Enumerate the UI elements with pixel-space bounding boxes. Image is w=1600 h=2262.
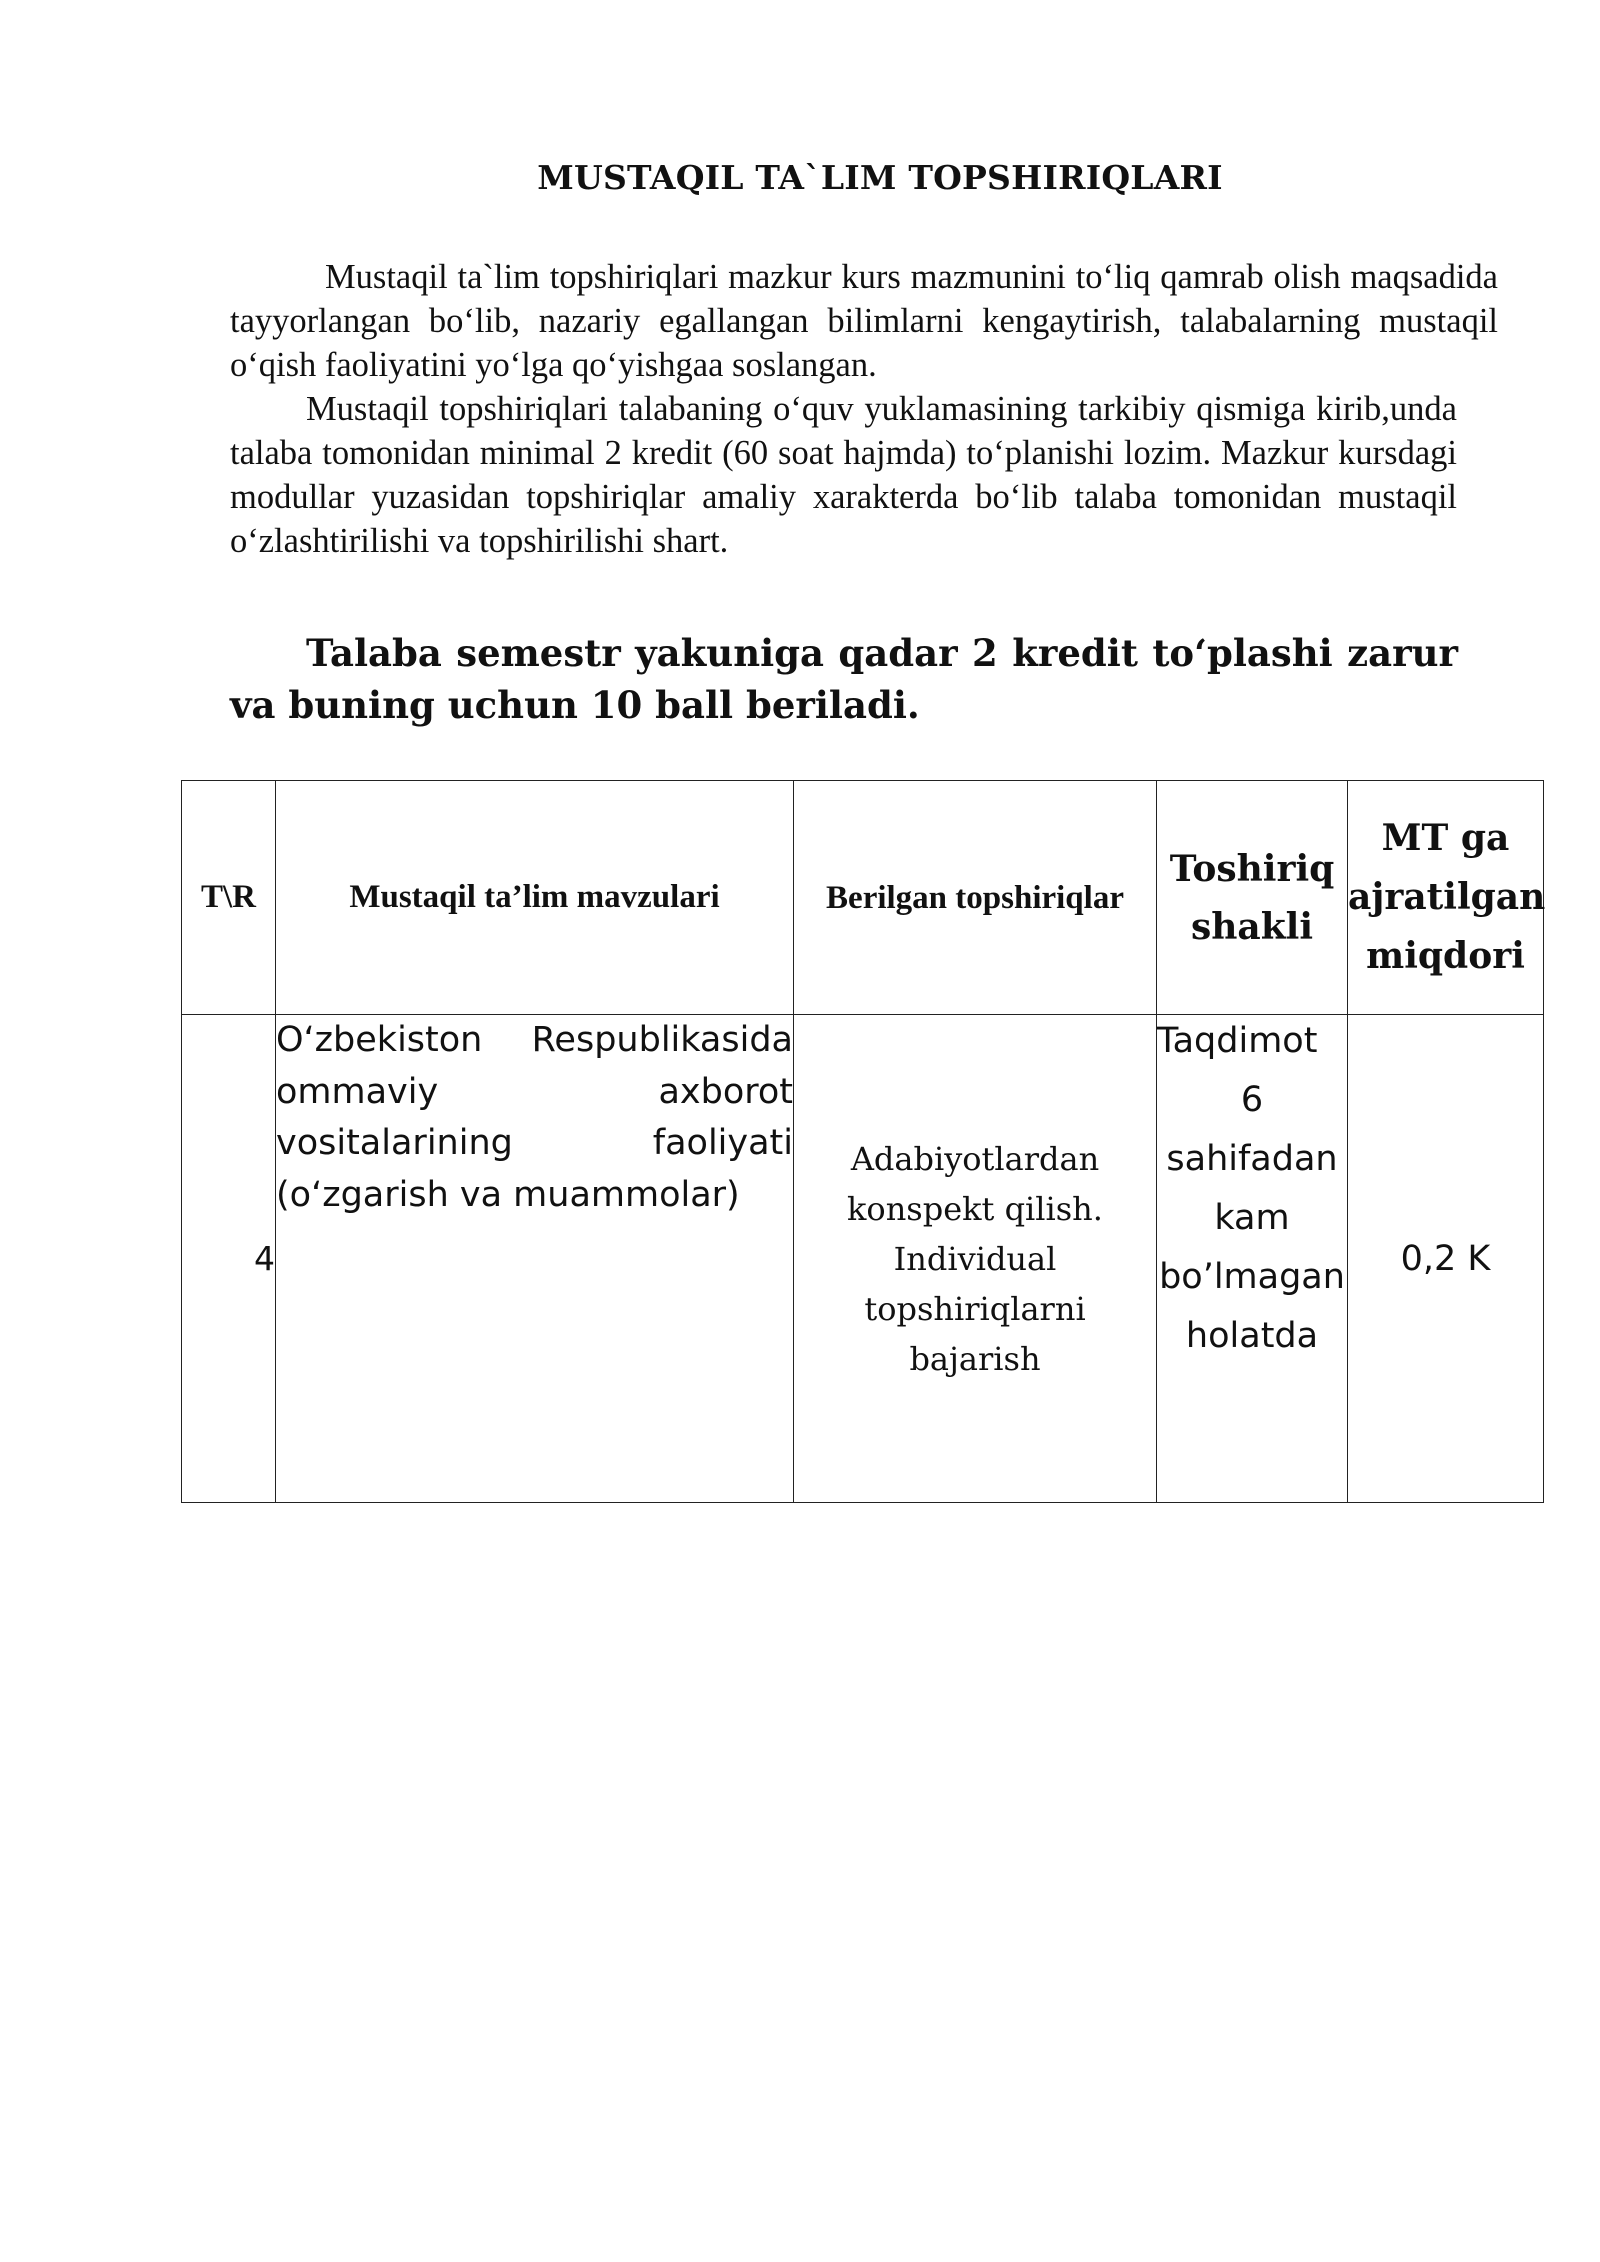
credit-requirement-note: Talaba semestr yakuniga qadar 2 kredit to‘plashi zarur va buning uchun 10 ball beriladi. [230, 631, 1458, 727]
intro-paragraph-1: Mustaqil ta`lim topshiriqlari mazkur kurs mazmunini to‘liq qamrab olish maqsadida tayyorlangan bo‘lib, nazariy egallangan bilimlarni kengaytirish, talabalarning mustaqil o‘qish faoliyatini yo‘lga qo‘yishgaa soslangan. [230, 258, 1498, 384]
cell-topic: O‘zbekiston Respublikasida ommaviy axborot vositalarining faoliyati (o‘zgarish va muammolar) [276, 1015, 794, 1503]
header-submission-form: Toshiriq shakli [1157, 781, 1348, 1015]
intro-paragraph-2: Mustaqil topshiriqlari talabaning o‘quv yuklamasining tarkibiy qismiga kirib,unda talaba tomonidan minimal 2 kredit (60 soat hajmda) to‘planishi lozim. Mazkur kursdagi modullar yuzasidan topshiriqlar amaliy xarakterda bo‘lib talaba tomonidan mustaqil o‘zlashtirilishi va topshirilishi shart. [230, 390, 1457, 560]
cell-submission-form [1157, 1015, 1348, 1503]
header-topic: Mustaqil ta’lim mavzulari [276, 781, 794, 1015]
header-given-tasks: Berilgan topshiriqlar [794, 781, 1157, 1015]
header-allocated-amount: MT ga ajratilgan miqdori [1348, 781, 1544, 1015]
header-number: T\R [182, 781, 276, 1015]
cell-given-tasks: Adabiyotlardan konspekt qilish. Individual topshiriqlarni bajarish [794, 1015, 1157, 1503]
independent-study-table [181, 780, 1544, 1503]
cell-number: 4 [182, 1015, 276, 1503]
table-header-row [182, 781, 1544, 1015]
submission-form-detail: 6 sahifadan kam bo’lmagan holatda [1159, 1080, 1345, 1356]
intro-section [230, 255, 1498, 563]
cell-allocated-amount: 0,2 K [1348, 1015, 1544, 1503]
table-row [182, 1015, 1544, 1503]
document-title: MUSTAQIL TA`LIM TOPSHIRIQLARI [537, 158, 1223, 197]
submission-form-word: Taqdimot [1157, 1021, 1318, 1061]
